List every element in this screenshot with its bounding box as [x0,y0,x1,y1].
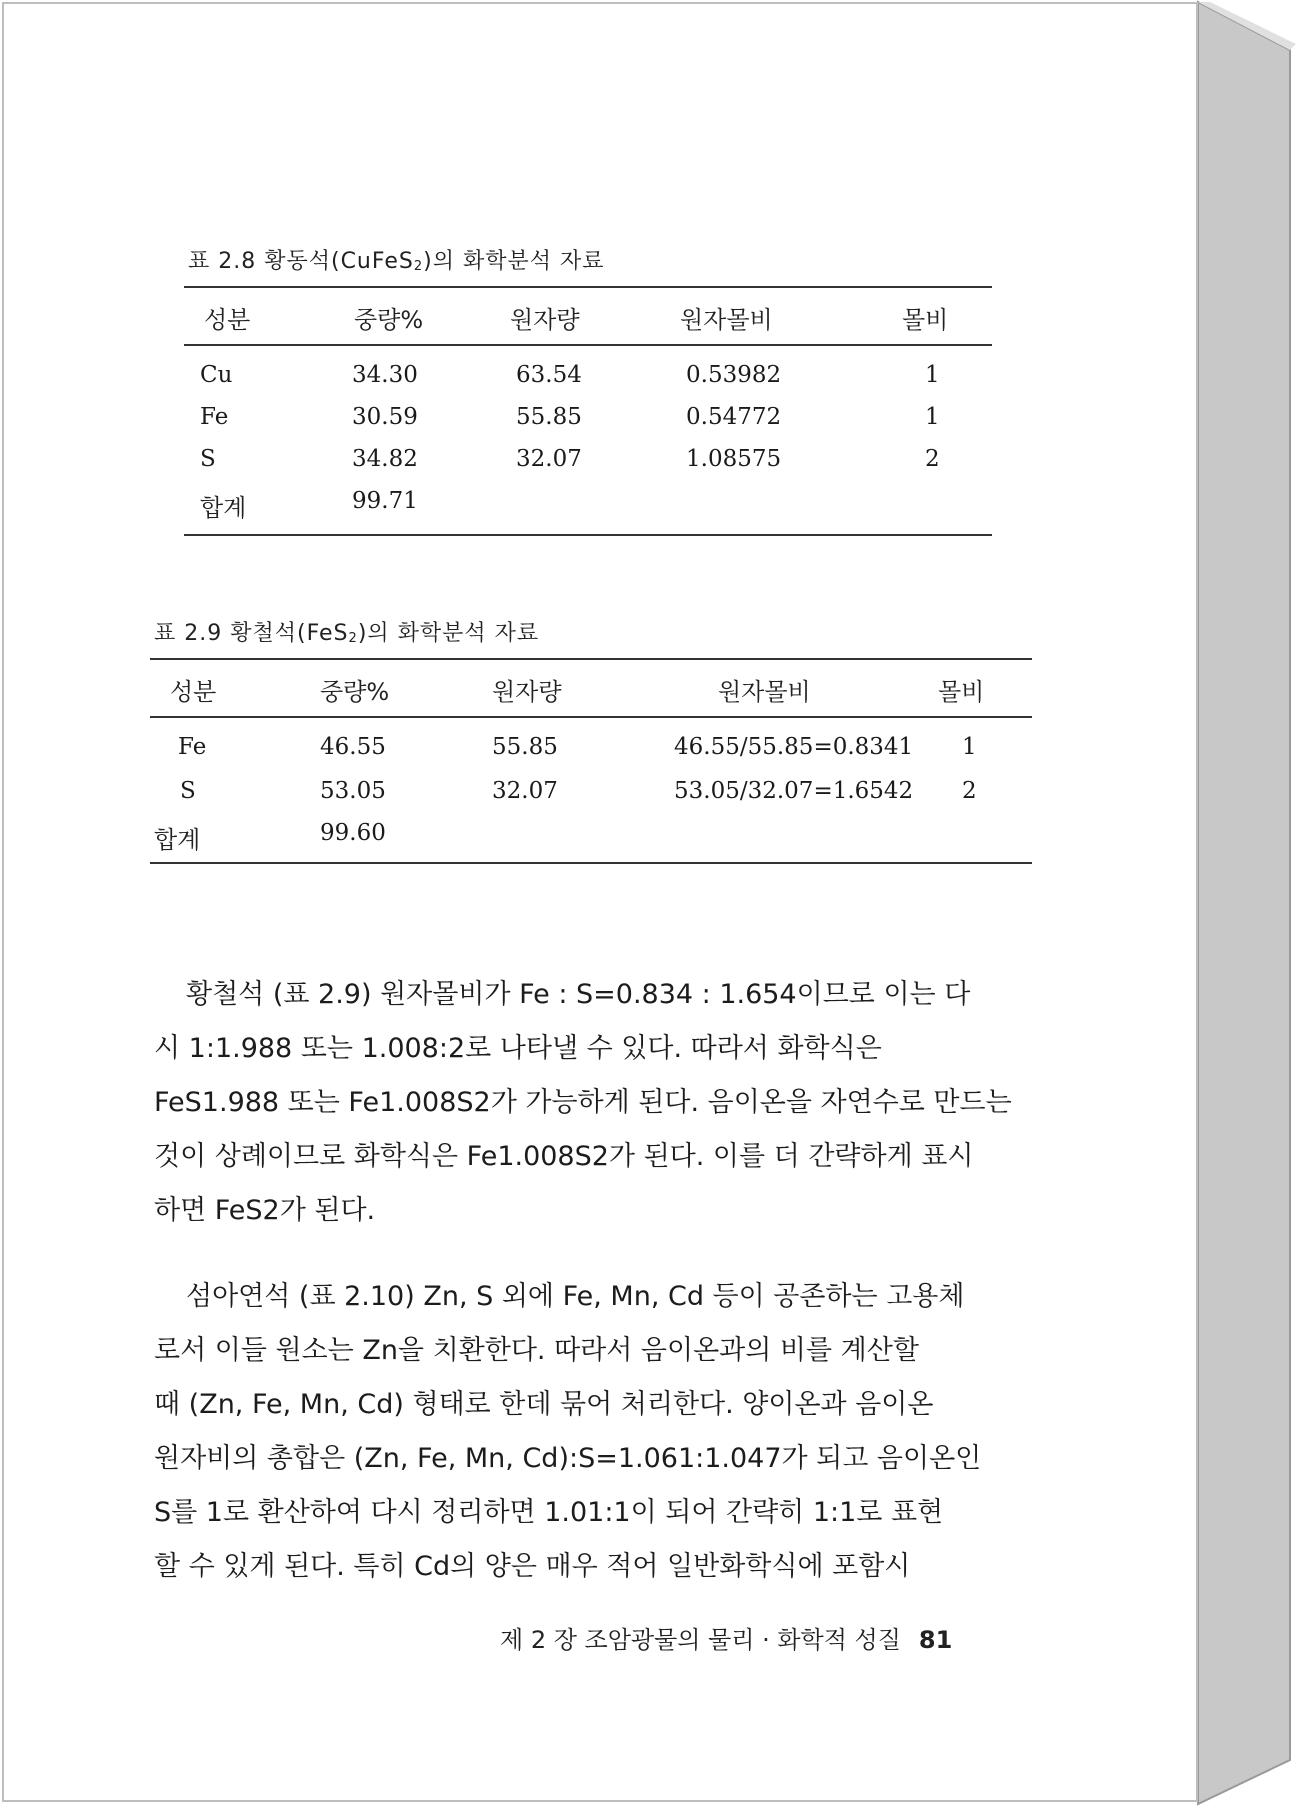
table-cell: 63.54 [516,362,582,388]
table-header: 성분 [204,306,251,334]
table-cell: 99.60 [320,820,386,846]
table-cell: 32.07 [516,446,582,472]
table-cell: 99.71 [352,488,418,514]
table-2-8-top-rule [184,286,992,288]
table-cell: Fe [200,404,229,430]
table-cell: 34.30 [352,362,418,388]
table-cell: 1 [962,734,977,760]
table-header: 중량% [354,306,424,334]
table-cell: 55.85 [492,734,558,760]
paragraph-line: 황철석 (표 2.9) 원자몰비가 Fe : S=0.834 : 1.654이므로 이는 다 [186,979,971,1010]
table-cell: 합계 [154,826,201,854]
table-cell: 46.55 [320,734,386,760]
table-2-9-caption: 표 2.9 황철석(FeS2)의 화학분석 자료 [154,621,540,646]
table-cell: 1 [925,404,940,430]
table-cell: 0.54772 [686,404,782,430]
table-cell: S [180,778,196,804]
table-cell: 1.08575 [686,446,782,472]
paragraph-line: 것이 상례이므로 화학식은 Fe1.008S2가 된다. 이를 더 간략하게 표시 [154,1141,974,1172]
table-header: 원자몰비 [718,678,811,706]
paragraph-line: 원자비의 총합은 (Zn, Fe, Mn, Cd):S=1.061:1.047가 되고 음이온인 [154,1443,982,1474]
page-number: 81 [918,1626,953,1654]
paragraph-line: 시 1:1.988 또는 1.008:2로 나타낼 수 있다. 따라서 화학식은 [154,1033,882,1064]
table-cell: S [200,446,216,472]
table-2-8-header-rule [184,344,992,346]
table-cell: 30.59 [352,404,418,430]
table-2-8-caption: 표 2.8 황동석(CuFeS2)의 화학분석 자료 [188,249,605,274]
paragraph-line: 때 (Zn, Fe, Mn, Cd) 형태로 한데 묶어 처리한다. 양이온과 음이온 [154,1389,934,1420]
table-2-9-header-rule [150,716,1032,718]
paragraph-line: 로서 이들 원소는 Zn을 치환한다. 따라서 음이온과의 비를 계산할 [154,1335,919,1366]
table-cell: 2 [962,778,977,804]
table-2-9-bottom-rule [150,862,1032,864]
table-header: 원자량 [510,306,580,334]
table-cell: 합계 [200,494,247,522]
page-footer [500,1620,952,1655]
table-cell: 34.82 [352,446,418,472]
table-cell: 32.07 [492,778,558,804]
table-header: 중량% [320,678,390,706]
table-header: 원자몰비 [680,306,773,334]
table-2-8-bottom-rule [184,534,992,536]
table-cell: 1 [925,362,940,388]
table-header: 성분 [170,678,217,706]
table-cell: Cu [200,362,233,388]
table-cell: 2 [925,446,940,472]
table-header: 몰비 [938,678,985,706]
table-cell: 46.55/55.85=0.8341 [674,734,914,760]
paragraph-line: 섬아연석 (표 2.10) Zn, S 외에 Fe, Mn, Cd 등이 공존하는 고용체 [186,1281,965,1312]
paragraph-line: 하면 FeS2가 된다. [154,1195,376,1226]
table-cell: 0.53982 [686,362,782,388]
table-header: 몰비 [902,306,949,334]
table-2-9-top-rule [150,658,1032,660]
table-header: 원자량 [492,678,562,706]
chapter-title: 제 2 장 조암광물의 물리 · 화학적 성질 [500,1626,901,1654]
paragraph-line: FeS1.988 또는 Fe1.008S2가 가능하게 된다. 음이온을 자연수로 만드는 [154,1087,1012,1118]
paragraph-line: 할 수 있게 된다. 특히 Cd의 양은 매우 적어 일반화학식에 포함시 [154,1551,911,1582]
table-cell: 53.05/32.07=1.6542 [674,778,914,804]
paragraph-line: S를 1로 환산하여 다시 정리하면 1.01:1이 되어 간략히 1:1로 표현 [154,1497,944,1528]
table-cell: Fe [178,734,207,760]
table-cell: 53.05 [320,778,386,804]
table-cell: 55.85 [516,404,582,430]
